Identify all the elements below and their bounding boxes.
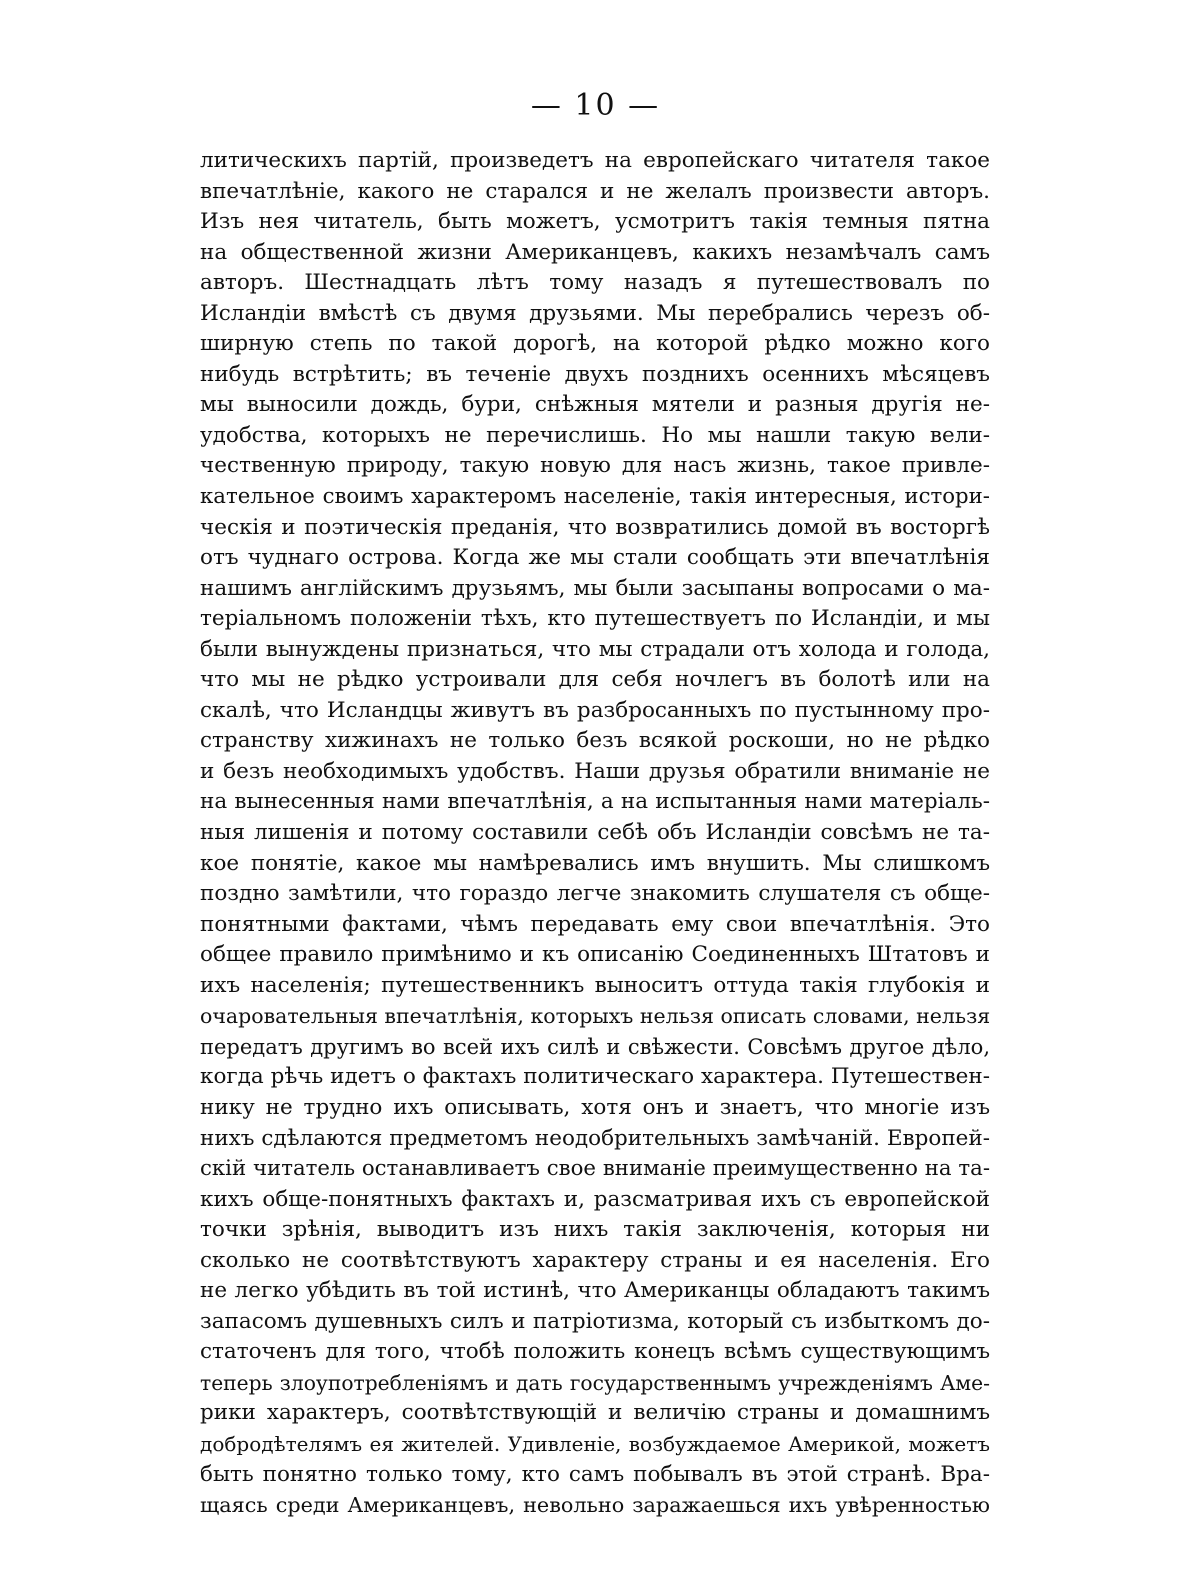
text-line: кихъ обще-понятныхъ фактахъ и, разсматривая ихъ съ европейской: [200, 1186, 990, 1212]
text-line: Изъ нея читатель, быть можетъ, усмотритъ такія темныя пятна: [200, 209, 990, 235]
text-line: нашимъ англійскимъ друзьямъ, мы были засыпаны вопросами о ма-: [200, 575, 990, 601]
text-line: удобства, которыхъ не перечислишь. Но мы нашли такую вели-: [200, 422, 990, 448]
text-line: ныя лишенія и потому составили себѣ объ Исландіи совсѣмъ не та-: [200, 820, 990, 846]
text-line: на вынесенныя нами впечатлѣнія, а на испытанныя нами матеріаль-: [200, 789, 990, 815]
text-line: были вынуждены признаться, что мы страдали отъ холода и голода,: [200, 636, 990, 662]
text-line: точки зрѣнія, выводитъ изъ нихъ такія заключенія, которыя ни: [200, 1217, 990, 1243]
text-line: запасомъ душевныхъ силъ и патріотизма, который съ избыткомъ до-: [200, 1308, 990, 1334]
text-line: нику не трудно ихъ описывать, хотя онъ и знаетъ, что многіе изъ: [200, 1094, 990, 1120]
text-line: впечатлѣніе, какого не старался и не желалъ произвести авторъ.: [200, 178, 990, 204]
text-line: рики характеръ, соотвѣтствующій и величію страны и домашнимъ: [200, 1400, 990, 1426]
text-line: очаровательныя впечатлѣнія, которыхъ нельзя описать словами, нельзя: [200, 1004, 990, 1029]
body-text: [200, 146, 990, 1521]
text-line: чественную природу, такую новую для насъ жизнь, такое привле-: [200, 453, 990, 479]
text-line: отъ чуднаго острова. Когда же мы стали сообщать эти впечатлѣнія: [200, 545, 990, 571]
text-line: мы выносили дождь, бури, снѣжныя мятели и разныя другія не-: [200, 392, 990, 418]
text-line: литическихъ партій, произведетъ на европейскаго читателя такое: [200, 148, 990, 173]
text-line: теріальномъ положеніи тѣхъ, кто путешествуетъ по Исландіи, и мы: [200, 606, 990, 632]
text-line: щаясь среди Американцевъ, невольно заражаешься ихъ увѣренностью: [200, 1493, 990, 1518]
text-line: скалѣ, что Исландцы живутъ въ разбросанныхъ по пустынному про-: [200, 697, 990, 723]
text-line: добродѣтелямъ ея жителей. Удивленіе, возбуждаемое Америкой, можетъ: [200, 1431, 990, 1456]
text-line: поздно замѣтили, что гораздо легче знакомить слушателя съ обще-: [200, 881, 990, 907]
text-line: теперь злоупотребленіямъ и дать государственнымъ учрежденіямъ Аме-: [200, 1370, 990, 1395]
page-number: — 10 —: [530, 88, 661, 123]
text-line: что мы не рѣдко устроивали для себя ночлегъ въ болотѣ или на: [200, 667, 990, 693]
text-line: ческія и поэтическія преданія, что возвратились домой въ восторгѣ: [200, 514, 990, 540]
text-line: ихъ населенія; путешественникъ выноситъ оттуда такія глубокія и: [200, 972, 990, 998]
text-line: не легко убѣдить въ той истинѣ, что Американцы обладаютъ такимъ: [200, 1278, 990, 1304]
text-line: скій читатель останавливаетъ свое вниманіе преимущественно на та-: [200, 1156, 990, 1182]
text-line: сколько не соотвѣтствуютъ характеру страны и ея населенія. Его: [200, 1247, 990, 1273]
text-line: странству хижинахъ не только безъ всякой роскоши, но не рѣдко: [200, 728, 990, 754]
text-line: кое понятіе, какое мы намѣревались имъ внушить. Мы слишкомъ: [200, 850, 990, 876]
text-line: передатъ другимъ во всей ихъ силѣ и свѣжести. Совсѣмъ другое дѣло,: [200, 1034, 990, 1059]
text-line: и безъ необходимыхъ удобствъ. Наши друзья обратили вниманіе не: [200, 758, 990, 784]
text-line: на общественной жизни Американцевъ, какихъ незамѣчалъ самъ: [200, 239, 990, 265]
text-line: быть понятно только тому, кто самъ побывалъ въ этой странѣ. Вра-: [200, 1461, 990, 1487]
text-line: когда рѣчь идетъ о фактахъ политическаго характера. Путешествен-: [200, 1064, 990, 1090]
text-line: понятными фактами, чѣмъ передавать ему свои впечатлѣнія. Это: [200, 911, 990, 937]
text-line: Исландіи вмѣстѣ съ двумя друзьями. Мы перебрались черезъ об-: [200, 300, 990, 326]
text-line: нибудь встрѣтить; въ теченіе двухъ позднихъ осеннихъ мѣсяцевъ: [200, 361, 990, 387]
text-line: статоченъ для того, чтобѣ положить конецъ всѣмъ существующимъ: [200, 1339, 990, 1365]
text-line: нихъ сдѣлаются предметомъ неодобрительныхъ замѣчаній. Европей-: [200, 1125, 990, 1151]
text-line: авторъ. Шестнадцать лѣтъ тому назадъ я путешествовалъ по: [200, 270, 990, 296]
text-line: ширную степь по такой дорогѣ, на которой рѣдко можно кого: [200, 331, 990, 357]
text-line: кательное своимъ характеромъ населеніе, такія интересныя, истори-: [200, 484, 990, 510]
text-line: общее правило примѣнимо и къ описанію Соединенныхъ Штатовъ и: [200, 942, 990, 968]
